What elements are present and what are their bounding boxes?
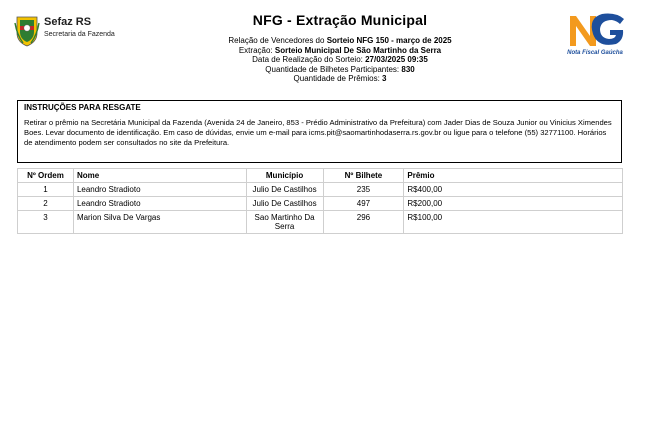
cell-nome: Leandro Stradioto [73,197,246,211]
winners-table [17,168,623,234]
prizes-count-label: Quantidade de Prêmios: [293,74,380,84]
table-row [18,183,623,197]
cell-ordem: 3 [18,211,74,234]
col-header-ordem: Nº Ordem [18,169,74,183]
cell-bilhete: 296 [323,211,404,234]
cell-municipio: Julio De Castilhos [246,197,323,211]
cell-premio: R$200,00 [404,197,623,211]
cell-premio: R$100,00 [404,211,623,234]
draw-name-value: Sorteio NFG 150 - março de 2025 [326,36,452,45]
cell-ordem: 2 [18,197,74,211]
extraction-value: Sorteio Municipal De São Martinho da Serra [274,45,442,55]
report-heading [190,12,490,84]
draw-date-value: 27/03/2025 09:35 [365,55,428,65]
extraction-line [190,46,490,56]
cell-nome: Leandro Stradioto [73,183,246,197]
prizes-count-value: 3 [382,74,387,84]
table-header-row [18,169,623,183]
page-title: NFG - Extração Municipal [252,12,428,28]
draw-name-label: Relação de Vencedores do [228,36,325,45]
tickets-count-label: Quantidade de Bilhetes Participantes: [265,64,400,74]
cell-municipio: Sao Martinho Da Serra [246,211,323,234]
col-header-nome: Nome [73,169,246,183]
draw-date-label: Data de Realização do Sorteio: [252,55,363,65]
nfg-caption: Nota Fiscal Gaúcha [567,50,623,56]
table-row [18,197,623,211]
col-header-bilhete: Nº Bilhete [323,169,404,183]
instructions-box [17,100,622,163]
nfg-logo [560,10,630,60]
sefaz-brand-name: Sefaz RS [44,16,92,28]
tickets-count-value: 830 [401,64,415,74]
rs-crest-icon [14,15,40,47]
cell-ordem: 1 [18,183,74,197]
extraction-label: Extração: [238,45,273,55]
page-header [0,0,647,95]
instructions-title: INSTRUÇÕES PARA RESGATE [24,103,141,112]
cell-bilhete: 497 [323,197,404,211]
cell-municipio: Julio De Castilhos [246,183,323,197]
cell-bilhete: 235 [323,183,404,197]
sefaz-logo [14,15,124,49]
prizes-count-line [190,74,490,84]
cell-nome: Marion Silva De Vargas [73,211,246,234]
table-row [18,211,623,234]
draw-name-line [190,36,490,46]
instructions-text: Retirar o prêmio na Secretária Municipal da Fazenda (Avenida 24 de Janeiro, 853 - Prédio Administrativo da Prefeitura) com Jader Dias de Souza Junior ou Vinicius Ximendes Boes. Levar documento de identificação. Em caso de dúvidas, envie um e-mail para icms.pit@saomartinhodaserra.rs.gov.br ou ligue para o telefone (55) 32771100. Horários de atendimento podem ser consultados no site da Prefeitura. [24,118,612,147]
tickets-count-line [190,65,490,75]
cell-premio: R$400,00 [404,183,623,197]
col-header-municipio: Município [246,169,323,183]
sefaz-brand-subtitle: Secretaria da Fazenda [44,31,115,38]
col-header-premio: Prêmio [404,169,623,183]
nfg-logo-icon [560,10,630,50]
draw-date-line [190,55,490,65]
